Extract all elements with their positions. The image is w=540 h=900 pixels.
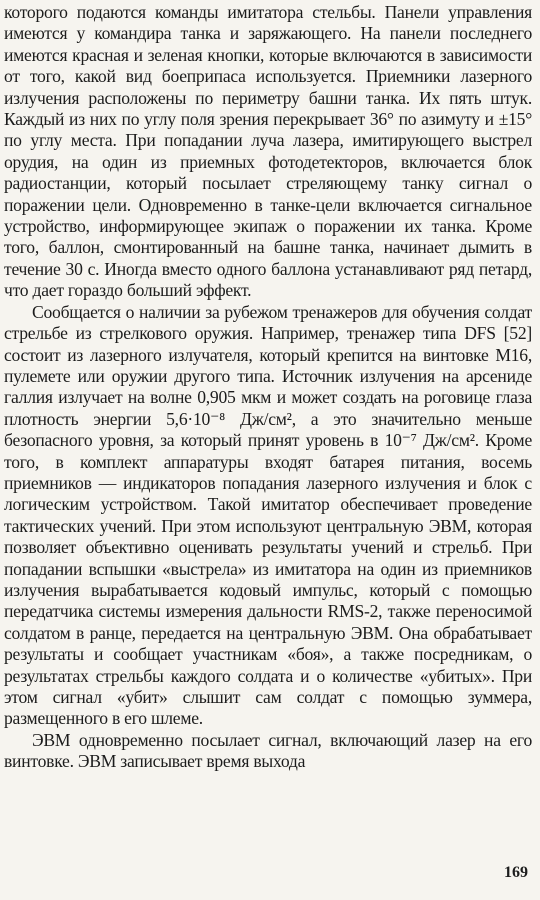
paragraph-computer-signal: ЭВМ одновременно посылает сигнал, включающий лазер на его винтовке. ЭВМ записывает время выхода: [4, 729, 532, 772]
page-number: 169: [504, 864, 528, 881]
paragraph-tank-simulator: которого подаются команды имитатора стельбы. Панели управления имеются у командира танка и заряжающего. На панели последнего имеются красная и зеленая кнопки, которые включаются в зависимости от того, какой вид боеприпаса используется. Приемники лазерного излучения расположены по периметру башни танка. Их пять штук. Каждый из них по углу поля зрения перекрывает 36° по азимуту и ±15° по углу места. При попадании луча лазера, имитирующего выстрел орудия, на один из приемных фотодетекторов, включается блок радиостанции, который посылает стреляющему танку сигнал о поражении цели. Одновременно в танке-цели включается сигнальное устройство, информирующее экипаж о поражении их танка. Кроме того, баллон, смонтированный на башне танка, начинает дымить в течение 30 с. Иногда вместо одного баллона устанавливают ряд петард, что дает гораздо больший эффект.: [4, 2, 532, 301]
paragraph-small-arms-trainer: Сообщается о наличии за рубежом тренажеров для обучения солдат стрельбе из стрелкового оружия. Например, тренажер типа DFS [52] состоит из лазерного излучателя, который крепится на винтовке M16, пулемете или оружии другого типа. Источник излучения на арсениде галлия излучает на волне 0,905 мкм и может создать на роговице глаза плотность энергии 5,6·10⁻⁸ Дж/см², а это значительно меньше безопасного уровня, за который принят уровень в 10⁻⁷ Дж/см². Кроме того, в комплект аппаратуры входят батарея питания, восемь приемников — индикаторов попадания лазерного излучения и блок с логическим устройством. Такой имитатор обеспечивает проведение тактических учений. При этом используют центральную ЭВМ, которая позволяет объективно оценивать результаты учений и стрельб. При попадании вспышки «выстрела» из имитатора на один из приемников излучения вырабатывается кодовый импульс, который с помощью передатчика системы измерения дальности RMS-2, также переносимой солдатом в ранце, передается на центральную ЭВМ. Она обрабатывает результаты и сообщает участникам «боя», а также посредникам, о результатах стрельбы каждого солдата и о количестве «убитых». При этом сигнал «убит» слышит сам солдат с помощью зуммера, размещенного в его шлеме.: [4, 301, 532, 729]
body-text: [4, 2, 532, 773]
